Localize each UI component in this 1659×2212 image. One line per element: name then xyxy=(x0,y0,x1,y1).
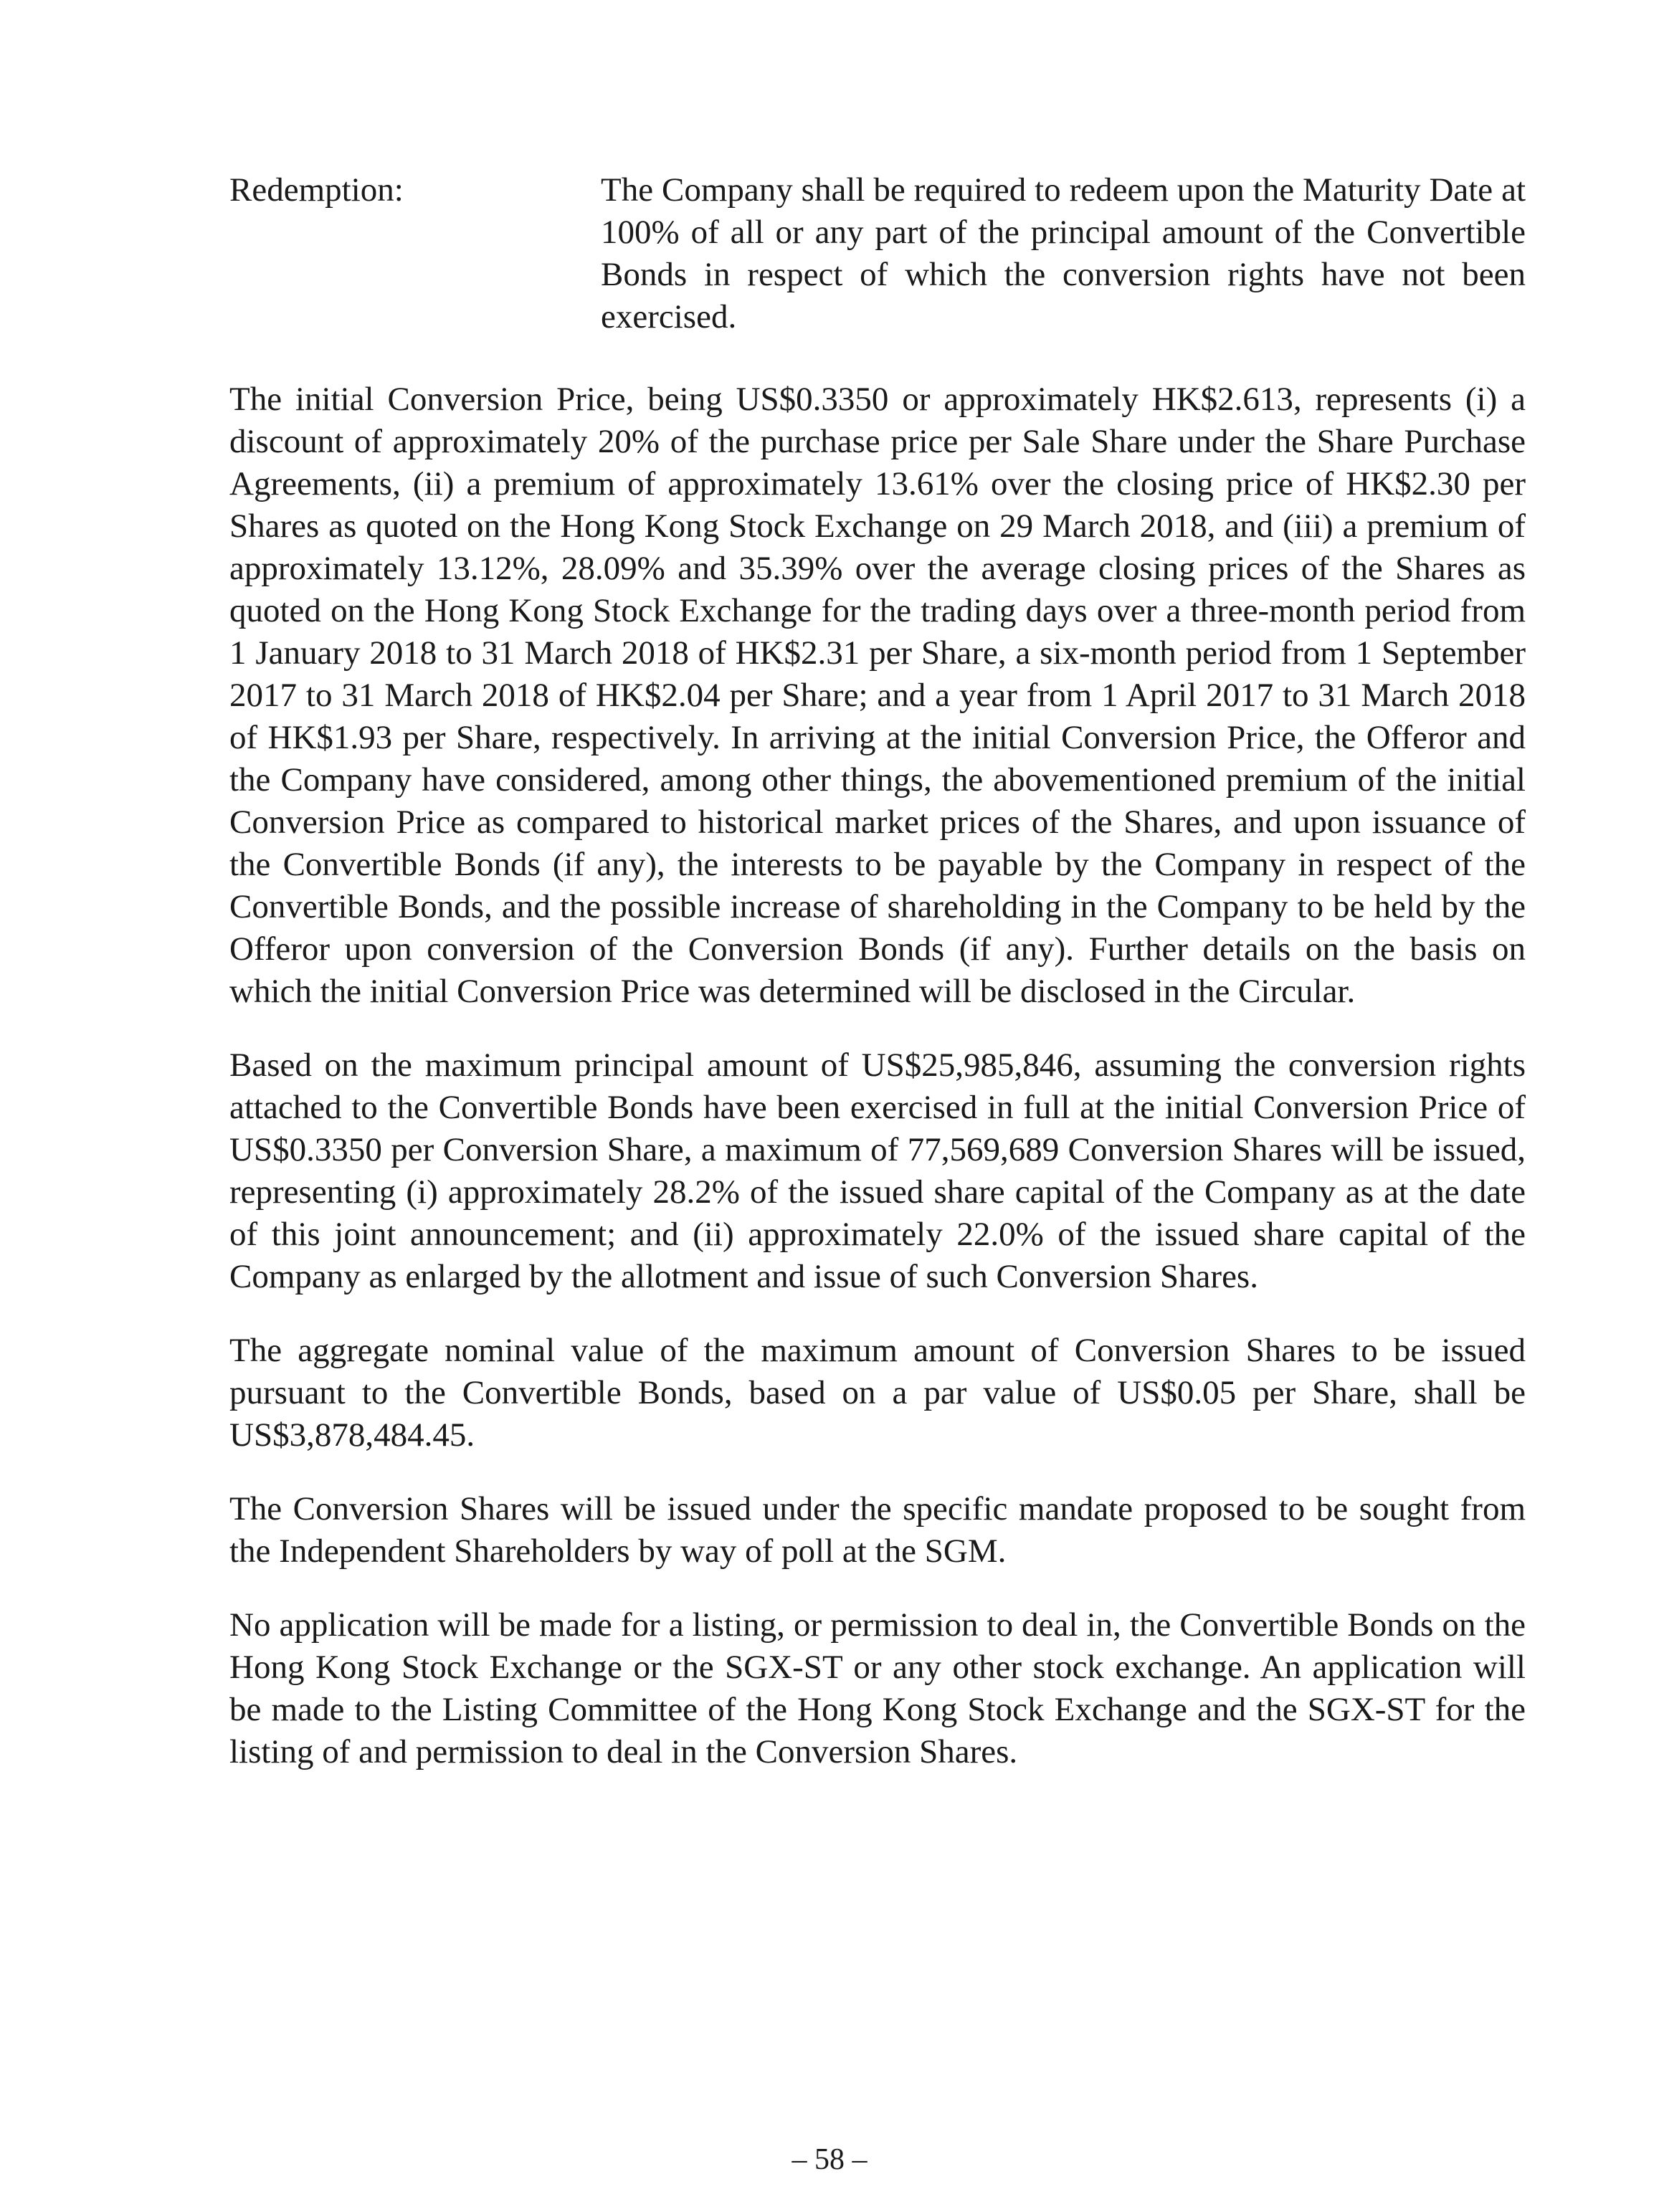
paragraph-specific-mandate: The Conversion Shares will be issued under the specific mandate proposed to be sought from the Independent Shareholders by way of poll at the SGM. xyxy=(229,1490,1526,1570)
term-description: The Company shall be required to redeem upon the Maturity Date at 100% of all or any part of the principal amount of the Convertible Bonds in respect of which the conversion rights have not been exercised. xyxy=(601,171,1526,335)
term-label: Redemption: xyxy=(229,171,404,209)
redemption-term xyxy=(229,169,1526,338)
page-number: – 58 – xyxy=(792,2143,867,2176)
paragraph-principal-amount: Based on the maximum principal amount of US$25,985,846, assuming the conversion rights attached to the Convertible Bonds have been exercised in full at the initial Conversion Price of US$0.3350 per Conversion Share, a maximum of 77,569,689 Conversion Shares will be issued, representing (i) approximately 28.2% of the issued share capital of the Company as at the date of this joint announcement; and (ii) approximately 22.0% of the issued share capital of the Company as enlarged by the allotment and issue of such Conversion Shares. xyxy=(229,1047,1526,1295)
paragraph-conversion-price: The initial Conversion Price, being US$0.3350 or approximately HK$2.613, represents (i) a discount of approximately 20% of the purchase price per Sale Share under the Share Purchase Agreements, (ii) a premium of approximately 13.61% over the closing price of HK$2.30 per Shares as quoted on the Hong Kong Stock Exchange on 29 March 2018, and (iii) a premium of approximately 13.12%, 28.09% and 35.39% over the average closing prices of the Shares as quoted on the Hong Kong Stock Exchange for the trading days over a three-month period from 1 January 2018 to 31 March 2018 of HK$2.31 per Share, a six-month period from 1 September 2017 to 31 March 2018 of HK$2.04 per Share; and a year from 1 April 2017 to 31 March 2018 of HK$1.93 per Share, respectively. In arriving at the initial Conversion Price, the Offeror and the Company have considered, among other things, the abovementioned premium of the initial Conversion Price as compared to historical market prices of the Shares, and upon issuance of the Convertible Bonds (if any), the interests to be payable by the Company in respect of the Convertible Bonds, and the possible increase of shareholding in the Company to be held by the Offeror upon conversion of the Conversion Bonds (if any). Further details on the basis on which the initial Conversion Price was determined will be disclosed in the Circular. xyxy=(229,381,1526,1010)
paragraph-nominal-value: The aggregate nominal value of the maximum amount of Conversion Shares to be issued pursuant to the Convertible Bonds, based on a par value of US$0.05 per Share, shall be US$3,878,484.45. xyxy=(229,1332,1526,1454)
document-page xyxy=(229,169,1526,1773)
paragraph-listing-application: No application will be made for a listing, or permission to deal in, the Convertible Bonds on the Hong Kong Stock Exchange or the SGX-ST or any other stock exchange. An application will be made to the Listing Committee of the Hong Kong Stock Exchange and the SGX-ST for the listing of and permission to deal in the Conversion Shares. xyxy=(229,1606,1526,1770)
